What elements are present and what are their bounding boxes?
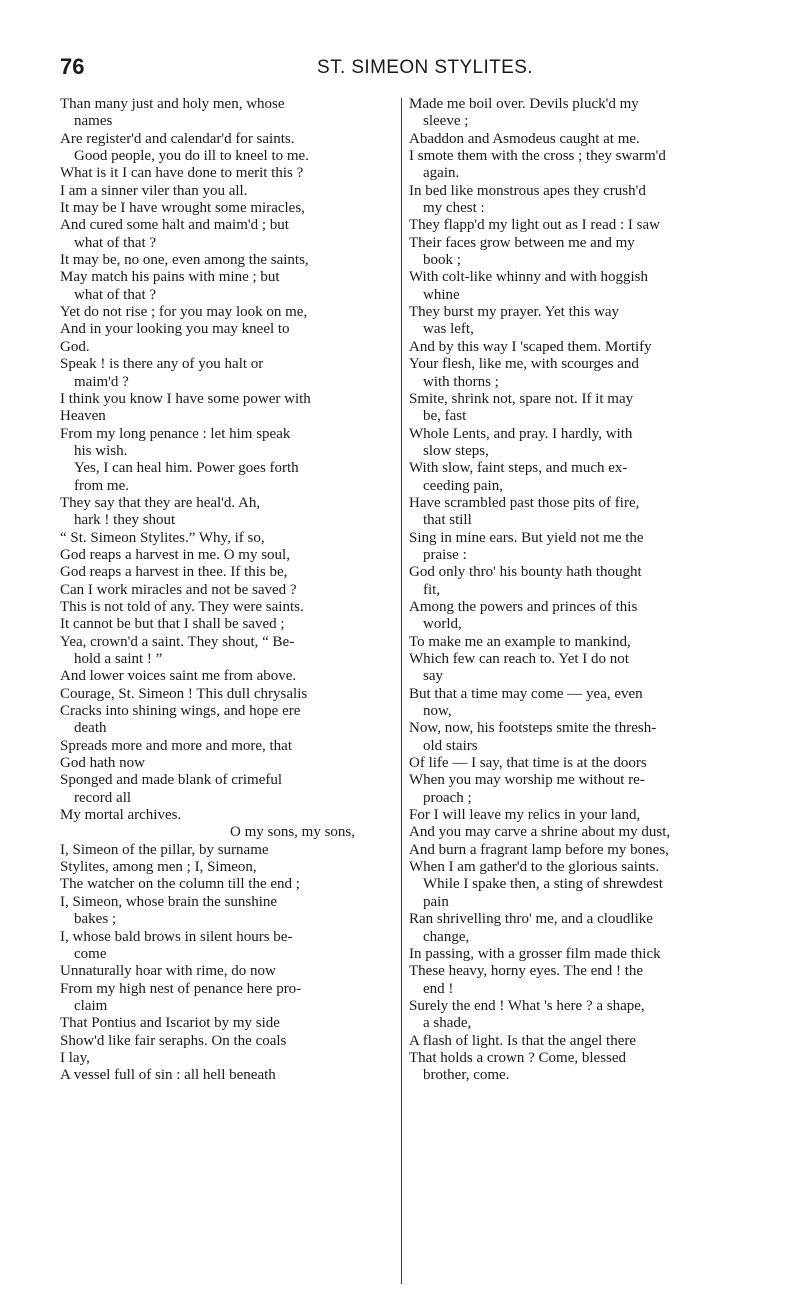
verse-line: And in your looking you may kneel to [60, 321, 290, 338]
column-divider [401, 98, 402, 1284]
verse-line: change, [423, 928, 470, 945]
verse-line: Courage, St. Simeon ! This dull chrysalis [60, 685, 308, 702]
verse-line: old stairs [423, 737, 478, 754]
verse-line: In passing, with a grosser film made thick [409, 945, 661, 962]
verse-line: slow steps, [423, 442, 489, 459]
left-column [60, 96, 396, 1085]
verse-line: a shade, [423, 1015, 472, 1032]
verse-line: They flapp'd my light out as I read : I saw [409, 217, 660, 234]
verse-line: Yes, I can heal him. Power goes forth [74, 460, 299, 477]
verse-line: whine [423, 286, 460, 303]
verse-line: record all [74, 789, 132, 806]
verse-line: I, Simeon, whose brain the sunshine [60, 893, 278, 910]
verse-line: What is it I can have done to merit this ? [60, 165, 304, 182]
verse-line: proach ; [423, 789, 472, 806]
verse-line: It may be, no one, even among the saints, [60, 252, 309, 269]
verse-line: hold a saint ! ” [74, 651, 163, 667]
verse-line: The watcher on the column till the end ; [60, 876, 300, 893]
verse-line: And lower voices saint me from above. [60, 668, 297, 685]
verse-line: Than many just and holy men, whose [60, 96, 285, 112]
verse-line: Sponged and made blank of crimeful [60, 772, 283, 789]
verse-line: A vessel full of sin : all hell beneath [60, 1067, 276, 1084]
verse-line: With slow, faint steps, and much ex- [409, 460, 628, 477]
verse-line: death [74, 720, 107, 737]
verse-line: They say that they are heal'd. Ah, [60, 494, 261, 511]
verse-line: book ; [423, 252, 461, 269]
verse-line: They burst my prayer. Yet this way [409, 304, 619, 321]
verse-line: That Pontius and Iscariot by my side [60, 1015, 280, 1032]
verse-line: Sing in mine ears. But yield not me the [409, 529, 644, 546]
verse-line: Abaddon and Asmodeus caught at me. [409, 130, 640, 147]
verse-line: I am a sinner viler than you all. [60, 182, 248, 199]
verse-line: Made me boil over. Devils pluck'd my [409, 96, 639, 112]
verse-line: These heavy, horny eyes. The end ! the [409, 963, 644, 980]
verse-line: Spreads more and more and more, that [60, 737, 293, 754]
verse-line: Speak ! is there any of you halt or [60, 356, 264, 373]
verse-line: God. [60, 338, 90, 355]
verse-line: God reaps a harvest in thee. If this be, [60, 564, 288, 581]
verse-line: with thorns ; [423, 373, 499, 390]
verse-line: praise : [423, 546, 467, 563]
verse-line: I lay, [60, 1049, 90, 1066]
verse-line: Ran shrivelling thro' me, and a cloudlike [409, 911, 653, 928]
verse-line: And you may carve a shrine about my dust, [409, 824, 671, 841]
verse-line: again. [423, 165, 460, 182]
verse-line: When you may worship me without re- [409, 772, 645, 789]
verse-line: O my sons, my sons, [230, 824, 356, 841]
verse-line: say [423, 668, 443, 685]
verse-line: world, [423, 616, 462, 633]
verse-line: I, whose bald brows in silent hours be- [60, 928, 293, 945]
verse-line: be, fast [423, 408, 467, 425]
verse-line: To make me an example to mankind, [409, 633, 631, 650]
verse-line: was left, [423, 321, 474, 338]
verse-line: Yea, crown'd a saint. They shout, “ Be- [60, 633, 295, 650]
verse-line: ceeding pain, [423, 477, 503, 494]
verse-line: And cured some halt and maim'd ; but [60, 217, 289, 234]
verse-line: I smote them with the cross ; they swarm'd [409, 148, 666, 165]
verse-line: While I spake then, a sting of shrewdest [423, 876, 663, 893]
verse-line: my chest : [423, 200, 485, 217]
verse-line: Have scrambled past those pits of fire, [409, 494, 640, 511]
verse-line: Can I work miracles and not be saved ? [60, 581, 297, 598]
verse-line: Surely the end ! What 's here ? a shape, [409, 997, 645, 1014]
running-title: ST. SIMEON STYLITES. [317, 57, 533, 78]
verse-line: Unnaturally hoar with rime, do now [60, 963, 276, 980]
verse-line: his wish. [74, 442, 128, 459]
page-header [60, 56, 750, 82]
verse-line: And burn a fragrant lamp before my bones, [409, 841, 669, 858]
verse-line: I, Simeon of the pillar, by surname [60, 841, 269, 858]
verse-line: God only thro' his bounty hath thought [409, 564, 642, 581]
verse-line: from me. [74, 477, 129, 494]
verse-line: It cannot be but that I shall be saved ; [60, 616, 285, 633]
verse-line: Your flesh, like me, with scourges and [409, 356, 639, 373]
verse-line: My mortal archives. [60, 807, 182, 824]
verse-line: From my long penance : let him speak [60, 425, 291, 442]
verse-line: claim [74, 997, 108, 1014]
verse-line: God hath now [60, 755, 145, 772]
verse-line: Whole Lents, and pray. I hardly, with [409, 425, 633, 442]
verse-line: Good people, you do ill to kneel to me. [74, 148, 309, 165]
verse-line: Heaven [60, 408, 106, 425]
verse-line: Yet do not rise ; for you may look on me, [60, 304, 308, 321]
verse-line: names [74, 113, 113, 130]
verse-line: pain [423, 893, 449, 910]
verse-line: May match his pains with mine ; but [60, 269, 280, 286]
page-number: 76 [60, 54, 85, 79]
verse-line: Stylites, among men ; I, Simeon, [60, 859, 257, 876]
verse-line: Their faces grow between me and my [409, 234, 635, 251]
verse-line: That holds a crown ? Come, blessed [409, 1049, 627, 1066]
verse-line: fit, [423, 581, 441, 598]
verse-line: hark ! they shout [74, 512, 176, 529]
right-column [409, 96, 749, 1085]
verse-line: now, [423, 703, 452, 720]
verse-line: brother, come. [423, 1067, 510, 1084]
verse-line: Of life — I say, that time is at the doors [409, 755, 647, 772]
verse-line: sleeve ; [423, 113, 469, 130]
verse-line: that still [423, 512, 472, 529]
verse-line: With colt-like whinny and with hoggish [409, 269, 648, 286]
verse-line: Among the powers and princes of this [409, 598, 638, 615]
verse-line: A flash of light. Is that the angel there [409, 1032, 637, 1049]
verse-line: From my high nest of penance here pro- [60, 980, 302, 997]
verse-line: For I will leave my relics in your land, [409, 807, 641, 824]
verse-line: In bed like monstrous apes they crush'd [409, 182, 646, 199]
verse-line: It may be I have wrought some miracles, [60, 200, 305, 217]
verse-line: “ St. Simeon Stylites.” Why, if so, [60, 529, 265, 546]
verse-line: come [74, 945, 107, 962]
verse-line: Which few can reach to. Yet I do not [409, 651, 629, 667]
verse-line: I think you know I have some power with [60, 390, 311, 407]
verse-line: Show'd like fair seraphs. On the coals [60, 1032, 287, 1049]
verse-line: This is not told of any. They were saints. [60, 598, 304, 615]
verse-line: Are register'd and calendar'd for saints. [60, 130, 295, 147]
verse-line: Now, now, his footsteps smite the thresh- [409, 720, 657, 737]
verse-line: end ! [423, 980, 454, 997]
verse-line: bakes ; [74, 911, 117, 928]
verse-line: When I am gather'd to the glorious saints. [409, 859, 660, 876]
verse-line: maim'd ? [74, 373, 129, 390]
verse-line: But that a time may come — yea, even [409, 685, 643, 702]
verse-line: And by this way I 'scaped them. Mortify [409, 338, 652, 355]
verse-line: what of that ? [74, 234, 157, 251]
verse-line: God reaps a harvest in me. O my soul, [60, 546, 290, 563]
verse-line: Smite, shrink not, spare not. If it may [409, 390, 634, 407]
verse-line: what of that ? [74, 286, 157, 303]
verse-line: Cracks into shining wings, and hope ere [60, 703, 301, 720]
